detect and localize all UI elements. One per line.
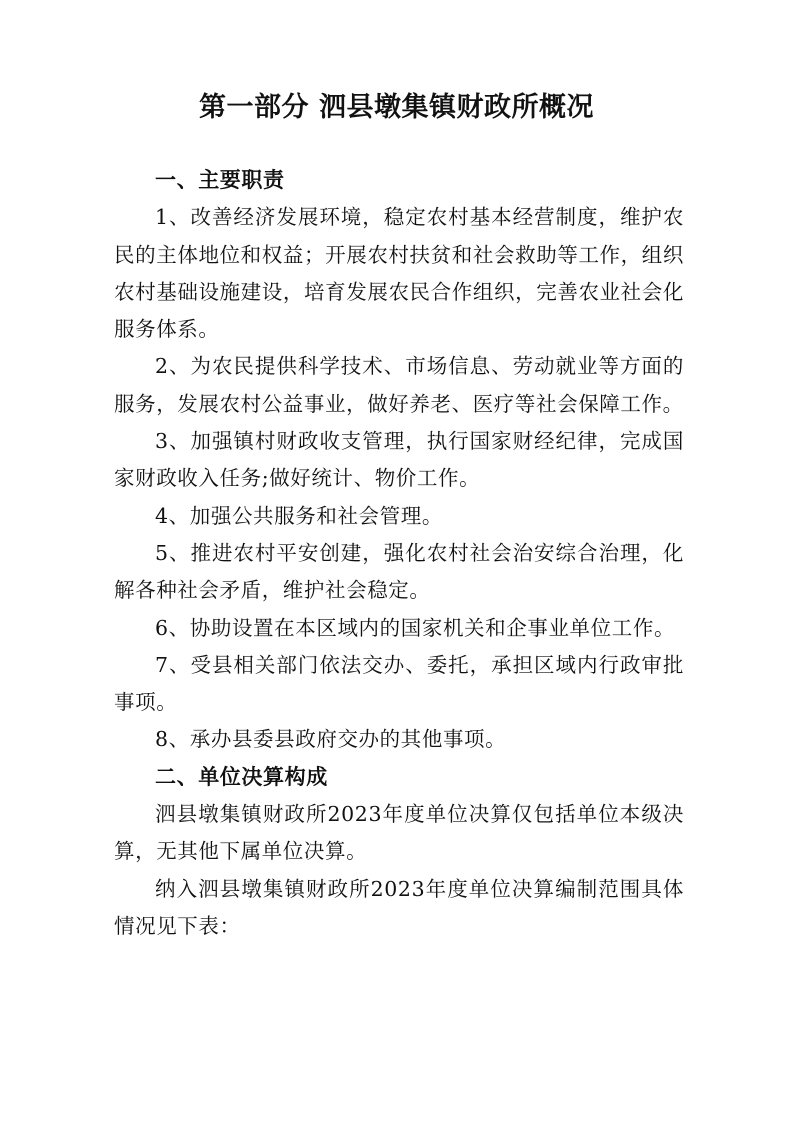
duty-paragraph-5: 5、推进农村平安创建，强化农村社会治安综合治理，化解各种社会矛盾，维护社会稳定。 (114, 540, 684, 603)
duty-paragraph-1: 1、改善经济发展环境，稳定农村基本经营制度，维护农民的主体地位和权益；开展农村扶贫和社会救助等工作，组织农村基础设施建设，培育发展农民合作组织，完善农业社会化服务体系。 (114, 205, 684, 342)
document-body (114, 162, 684, 945)
duty-paragraph-8: 8、承办县委县政府交办的其他事项。 (155, 727, 507, 752)
composition-paragraph-1: 泗县墩集镇财政所2023年度单位决算仅包括单位本级决算，无其他下属单位决算。 (114, 802, 684, 864)
composition-paragraph-2: 纳入泗县墩集镇财政所2023年度单位决算编制范围具体情况见下表： (114, 876, 684, 938)
duty-paragraph-7: 7、受县相关部门依法交办、委托，承担区域内行政审批事项。 (114, 652, 684, 715)
duty-paragraph-2: 2、为农民提供科学技术、市场信息、劳动就业等方面的服务，发展农村公益事业，做好养老、医疗等社会保障工作。 (114, 354, 684, 416)
page-title: 第一部分 泗县墩集镇财政所概况 (199, 92, 594, 123)
section-heading-duties: 一、主要职责 (155, 168, 285, 192)
section-heading-composition: 二、单位决算构成 (155, 764, 328, 789)
duty-paragraph-4: 4、加强公共服务和社会管理。 (155, 503, 443, 528)
duty-paragraph-3: 3、加强镇村财政收支管理，执行国家财经纪律，完成国家财政收入任务;做好统计、物价工作。 (114, 429, 684, 491)
duty-paragraph-6: 6、协助设置在本区域内的国家机关和企事业单位工作。 (155, 615, 676, 640)
